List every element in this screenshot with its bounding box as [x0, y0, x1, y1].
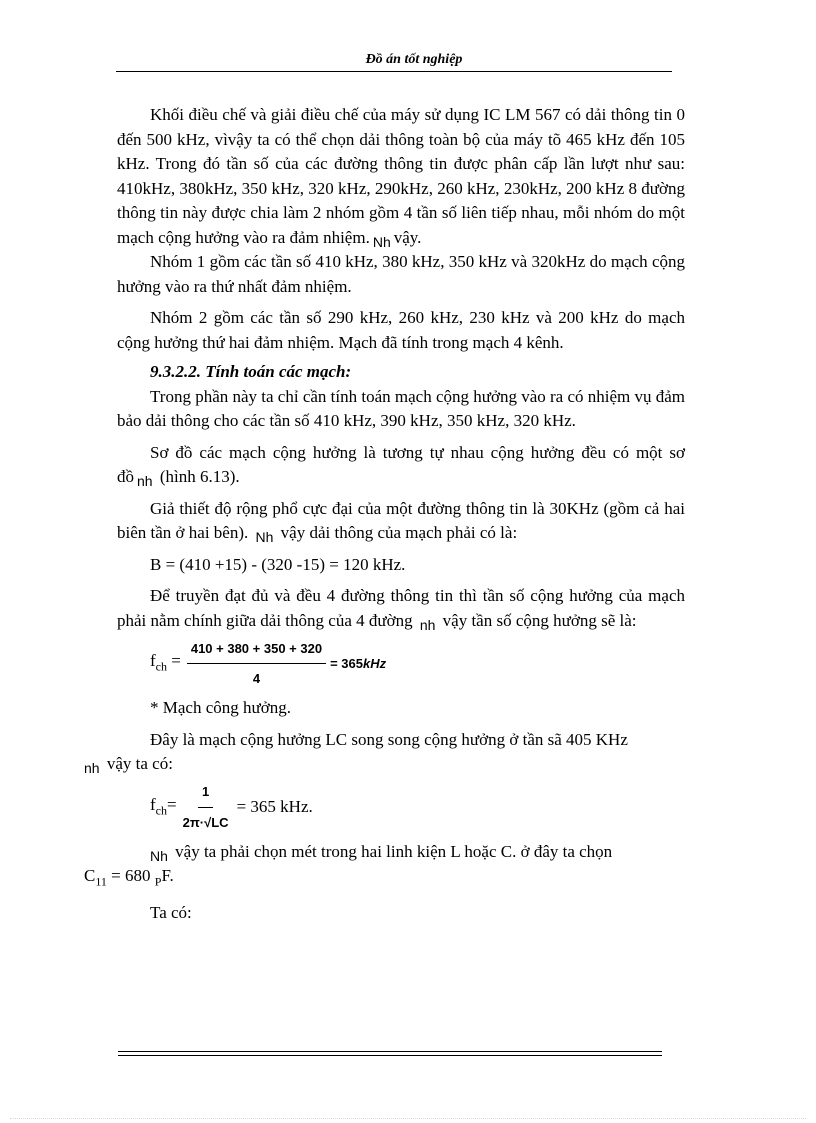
paragraph: Nhóm 1 gồm các tần số 410 kHz, 380 kHz, 350 kHz và 320kHz do mạch cộng hưởng vào ra thứ nhất đảm nhiệm.: [117, 252, 685, 296]
formula-fraction: [183, 780, 229, 835]
fraction-numerator: 1: [198, 780, 213, 808]
paragraph-text: Đây là mạch cộng hưởng LC song song cộng hưởng ở tần sã 405 KHz: [150, 729, 628, 749]
page-edge: [10, 1118, 806, 1119]
formula-result: = 365 kHz.: [236, 797, 313, 817]
stray-fragment: Nh: [255, 529, 274, 545]
lc-resonance-formula: [150, 783, 685, 833]
paragraph-text: Khối điều chế và giải điều chế của máy sử dụng IC LM 567 có dải thông tin 0 đến 500 kHz, vìvậy ta có thể chọn dải thông toàn bộ của máy tõ 465 kHz đến 105 kHz. Trong đó tần số của các đường thông tin được phân cấp lần lượt như sau: 410kHz, 380kHz, 350 kHz, 320 kHz, 290kHz, 260 kHz, 230kHz, 200 kHz 8 đường thông tin này được chia làm 2 nhóm gồm 4 tần số liên tiếp nhau, mỗi nhóm do một mạch cộng hưởng vào ra đảm nhiệm.: [117, 105, 685, 247]
paragraph-text: (hình 6.13).: [159, 467, 240, 486]
paragraph: B = (410 +15) - (320 -15) = 120 kHz.: [150, 554, 406, 574]
formula-fraction: [187, 637, 326, 692]
paragraph-text: Giả thiết độ rộng phổ cực đại của một đường thông tin là 30KHz (gồm cả hai biên tần ở hai bên).: [117, 498, 685, 542]
page-header-title: Đồ án tốt nghiệp: [365, 52, 463, 67]
formula-result: = 365kHz: [330, 655, 387, 671]
paragraph-text: vậy.: [393, 227, 422, 247]
stray-fragment: nh: [419, 616, 436, 633]
paragraph: Trong phần này ta chỉ cần tính toán mạch cộng hưởng vào ra có nhiệm vụ đảm bảo dải thông cho các tần số 410 kHz, 390 kHz, 350 kHz, 320 kHz.: [117, 386, 686, 430]
footer-divider: [118, 1051, 662, 1052]
unit-prefix: P: [154, 874, 162, 889]
component-subscript: 11: [95, 874, 107, 889]
paragraph: [117, 441, 685, 490]
paragraph: [84, 840, 685, 894]
paragraph-text: vậy ta có:: [106, 754, 173, 773]
stray-fragment: Nh: [150, 847, 168, 864]
resonant-frequency-formula: [150, 639, 685, 689]
header-divider: [116, 71, 672, 72]
paragraph: [117, 497, 685, 546]
fraction-numerator: 410 + 380 + 350 + 320: [187, 637, 326, 665]
paragraph-text: Để truyền đạt đủ và đều 4 đường thông tin thì tần số cộng hưởng của mạch phải nằm chính giữa dải thông của 4 đường: [117, 586, 685, 630]
stray-fragment: Nh: [372, 233, 391, 250]
paragraph-text: Sơ đồ các mạch cộng hưởng là tương tự nhau cộng hưởng đều có một sơ đồ: [117, 442, 685, 486]
formula-lhs: $f_{ch}=$: [150, 794, 177, 817]
paragraph-text: vậy dải thông của mạch phải có là:: [280, 523, 518, 542]
section-heading: 9.3.2.2. Tính toán các mạch:: [150, 362, 352, 381]
fraction-denominator: 4: [252, 671, 261, 686]
paragraph-text: vậy ta phải chọn mét trong hai linh kiện L hoặc C. ở đây ta chọn: [175, 841, 613, 861]
paragraph: Ta có:: [150, 902, 192, 922]
paragraph-text: vậy tần số cộng hưởng sẽ là:: [442, 610, 637, 630]
paragraph: [84, 728, 685, 777]
stray-fragment: nh: [84, 760, 100, 776]
stray-fragment: nh: [137, 473, 153, 489]
fraction-denominator: 2π·√LC: [182, 814, 229, 830]
footer-divider-double: [118, 1055, 662, 1056]
formula-lhs: $f_{ch}$ =: [150, 651, 181, 674]
document-body: [84, 103, 686, 925]
component-value: = 680: [111, 866, 151, 885]
unit: F.: [161, 866, 174, 885]
component-symbol: C: [84, 866, 96, 885]
paragraph: * Mạch công hưởng.: [150, 698, 291, 717]
paragraph: [117, 584, 685, 633]
paragraph: Nhóm 2 gồm các tần số 290 kHz, 260 kHz, 230 kHz và 200 kHz do mạch cộng hưởng thứ hai đảm nhiệm. Mạch đã tính trong mạch 4 kênh.: [117, 308, 685, 352]
paragraph: [117, 103, 685, 250]
